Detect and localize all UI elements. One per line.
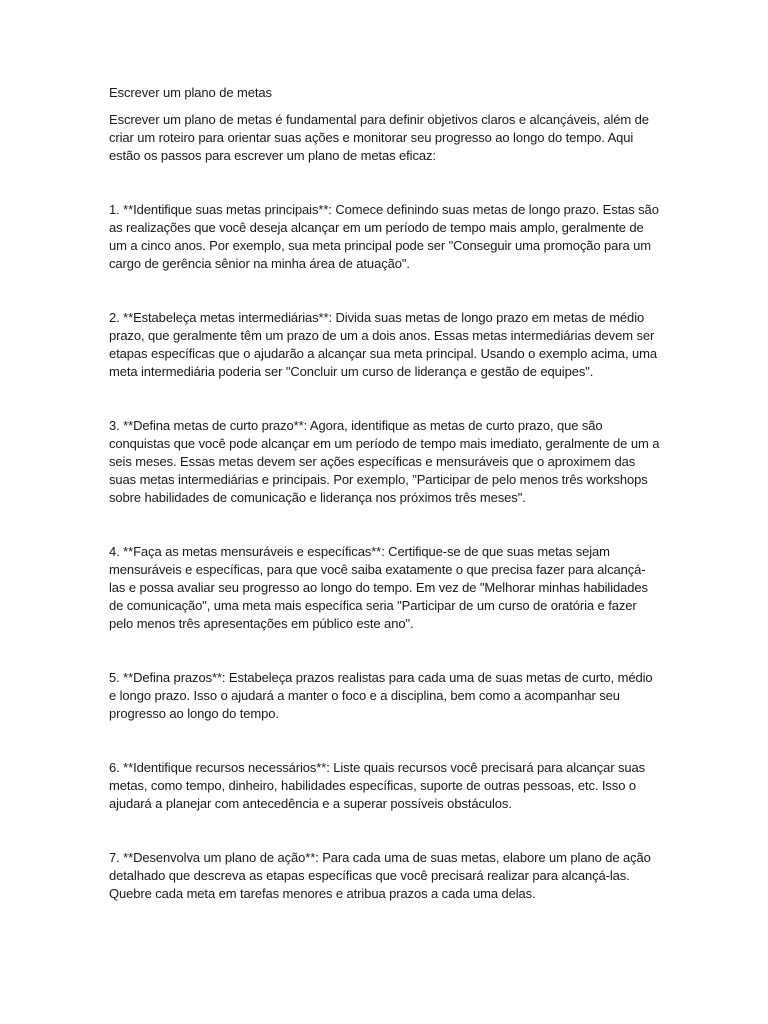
intro-paragraph: Escrever um plano de metas é fundamental para definir objetivos claros e alcançáveis, além de criar um roteiro para orientar suas ações e monitorar seu progresso ao longo do tempo. Aqui estão os passos para escrever um plano de metas eficaz: (109, 112, 649, 163)
step-3-paragraph: 3. **Defina metas de curto prazo**: Agora, identifique as metas de curto prazo, que são conquistas que você pode alcançar em um período de tempo mais imediato, geralmente de um a seis meses. Essas metas devem ser ações específicas e mensuráveis que o aproximem das suas metas intermediárias e principais. Por exemplo, "Participar de pelo menos três workshops sobre habilidades de comunicação e liderança nos próximos três meses". (109, 418, 660, 505)
step-6-paragraph: 6. **Identifique recursos necessários**: Liste quais recursos você precisará para alcançar suas metas, como tempo, dinheiro, habilidades específicas, suporte de outras pessoas, etc. Isso o ajudará a planejar com antecedência e a superar possíveis obstáculos. (109, 760, 646, 811)
document-title: Escrever um plano de metas (109, 85, 272, 100)
document-body (109, 84, 661, 903)
step-1-paragraph: 1. **Identifique suas metas principais**: Comece definindo suas metas de longo prazo. Estas são as realizações que você deseja alcançar em um período de tempo mais amplo, geralmente de um a cinco anos. Por exemplo, sua meta principal pode ser "Conseguir uma promoção para um cargo de gerência sênior na minha área de atuação". (109, 202, 659, 271)
step-2-paragraph: 2. **Estabeleça metas intermediárias**: Divida suas metas de longo prazo em metas de médio prazo, que geralmente têm um prazo de um a dois anos. Essas metas intermediárias devem ser etapas específicas que o ajudarão a alcançar sua meta principal. Usando o exemplo acima, uma meta intermediária poderia ser "Concluir um curso de liderança e gestão de equipes". (109, 310, 657, 379)
step-7-paragraph: 7. **Desenvolva um plano de ação**: Para cada uma de suas metas, elabore um plano de ação detalhado que descreva as etapas específicas que você precisará realizar para alcançá-las. Quebre cada meta em tarefas menores e atribua prazos a cada uma delas. (109, 850, 651, 901)
step-5-paragraph: 5. **Defina prazos**: Estabeleça prazos realistas para cada uma de suas metas de curto, médio e longo prazo. Isso o ajudará a manter o foco e a disciplina, bem como a acompanhar seu progresso ao longo do tempo. (109, 670, 653, 721)
step-4-paragraph: 4. **Faça as metas mensuráveis e específicas**: Certifique-se de que suas metas sejam mensuráveis e específicas, para que você saiba exatamente o que precisa fazer para alcançá-las e possa avaliar seu progresso ao longo do tempo. Em vez de "Melhorar minhas habilidades de comunicação", uma meta mais específica seria "Participar de um curso de oratória e fazer pelo menos três apresentações em público este ano". (109, 544, 648, 631)
